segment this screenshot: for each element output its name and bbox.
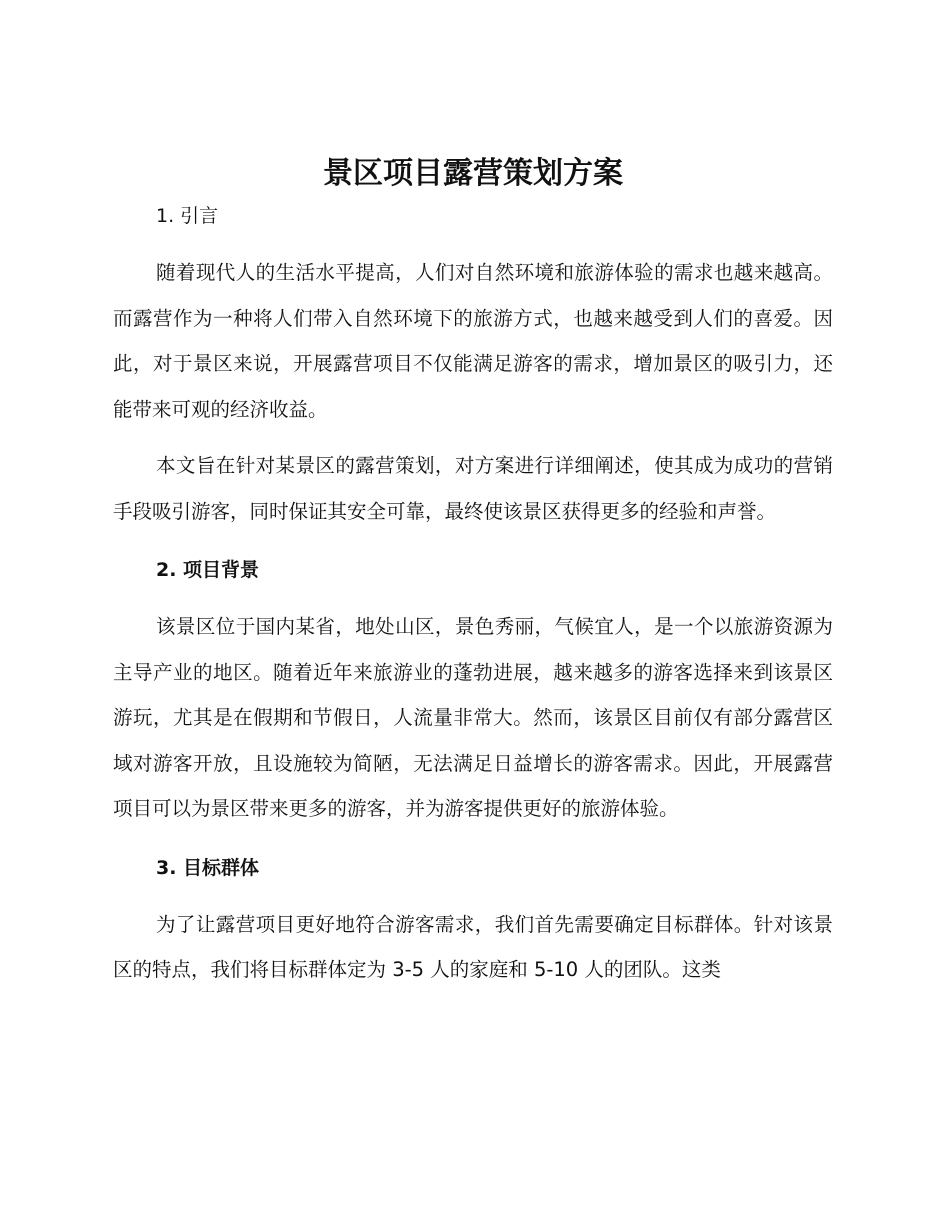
document-title: 景区项目露营策划方案 xyxy=(323,156,623,191)
section-introduction xyxy=(113,204,833,534)
paragraph: 本文旨在针对某景区的露营策划，对方案进行详细阐述，使其成为成功的营销手段吸引游客，同时保证其安全可靠，最终使该景区获得更多的经验和声誉。 xyxy=(113,454,833,523)
section-target-group xyxy=(113,856,833,993)
document-page xyxy=(113,150,833,993)
section-project-background xyxy=(113,558,833,832)
section-heading-target-group: 3. 目标群体 xyxy=(156,856,260,879)
paragraph: 为了让露营项目更好地符合游客需求，我们首先需要确定目标群体。针对该景区的特点，我们将目标群体定为 3-5 人的家庭和 5-10 人的团队。这类 xyxy=(113,912,833,981)
paragraph: 该景区位于国内某省，地处山区，景色秀丽，气候宜人，是一个以旅游资源为主导产业的地区。随着近年来旅游业的蓬勃进展，越来越多的游客选择来到该景区游玩，尤其是在假期和节假日，人流量非常大。然而，该景区目前仅有部分露营区域对游客开放，且设施较为简陋，无法满足日益增长的游客需求。因此，开展露营项目可以为景区带来更多的游客，并为游客提供更好的旅游体验。 xyxy=(113,615,833,820)
paragraph: 随着现代人的生活水平提高，人们对自然环境和旅游体验的需求也越来越高。而露营作为一种将人们带入自然环境下的旅游方式，也越来越受到人们的喜爱。因此，对于景区来说，开展露营项目不仅能满足游客的需求，增加景区的吸引力，还能带来可观的经济收益。 xyxy=(113,261,833,421)
section-heading-project-background: 2. 项目背景 xyxy=(156,559,260,581)
section-heading-introduction: 1. 引言 xyxy=(156,205,219,227)
